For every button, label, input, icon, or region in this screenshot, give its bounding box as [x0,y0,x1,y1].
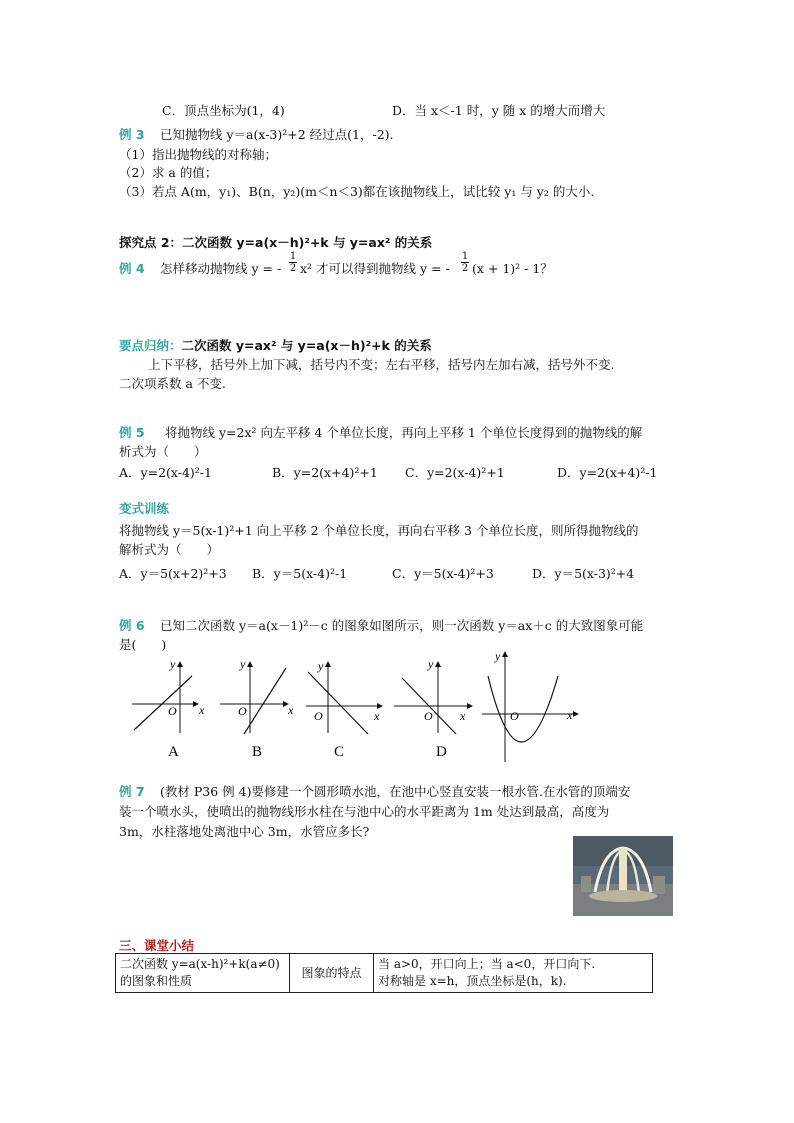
example-4-text-a: 怎样移动抛物线 y = - [160,261,282,276]
svg-text:O: O [238,704,247,718]
graph-label-d: D [436,744,447,760]
summary-heading: 三、课堂小结 [119,938,195,953]
example-5-option-b: B．y=2(x+4)²+1 [272,465,378,480]
summary-cell-description: 当 a>0，开口向上；当 a<0，开口向下. 对称轴是 x=h，顶点坐标是(h，k). [374,954,653,993]
svg-text:x: x [374,709,380,723]
example-6-label: 例 6 [119,618,145,633]
fraction-2: 1 2 [461,251,469,274]
svg-text:x: x [460,709,466,723]
svg-text:O: O [424,709,433,723]
graph-c [306,659,382,760]
svg-text:y: y [240,657,246,671]
example-5-text-2: 析式为（ ） [119,444,207,459]
svg-text:O: O [314,709,323,723]
example-6-text-2: 是( ) [119,637,167,652]
example-7-text-1: (教材 P36 例 4)要修建一个圆形喷水池，在池中心竖直安装一根水管.在水管的顶端安 [160,784,631,799]
example-6-graphs [120,648,590,766]
svg-text:y: y [170,657,176,671]
svg-text:O: O [168,704,177,718]
svg-text:x: x [199,703,205,717]
explore-point-2-heading: 探究点 2：二次函数 y=a(x－h)²+k 与 y=ax² 的关系 [119,235,433,250]
example-5-option-c: C．y=2(x-4)²+1 [405,465,505,480]
fraction-1: 1 2 [289,251,297,274]
summary-table [115,953,653,993]
keypoint-heading: 要点归纳：二次函数 y=ax² 与 y=a(x－h)²+k 的关系 [119,338,432,353]
graph-label-b: B [252,744,263,760]
variant-text-2: 解析式为（ ） [119,542,220,557]
parabola-graph [482,649,578,762]
example-4-text-b: x² 才可以得到抛物线 y = - [300,261,450,276]
example-3-label: 例 3 [119,127,145,142]
fountain-photo [573,836,673,916]
example-5-option-d: D．y=2(x+4)²-1 [557,465,658,480]
variant-option-c: C．y＝5(x-4)²+3 [392,566,494,581]
svg-text:y: y [428,657,434,671]
example-4-text-c: (x + 1)² - 1？ [472,261,553,276]
example-3-q2: （2）求 a 的值； [119,165,218,180]
example-5-text-1: 将抛物线 y=2x² 向左平移 4 个单位长度，再向上平移 1 个单位长度得到的抛物线的解 [165,425,643,440]
example-3-q1: （1）指出抛物线的对称轴； [119,147,277,162]
example-3-q3: （3）若点 A(m，y₁)、B(n，y₂)(m＜n＜3)都在该抛物线上，试比较 y₁ 与 y₂ 的大小. [119,184,595,199]
variant-option-d: D．y＝5(x-3)²+4 [532,566,635,581]
svg-text:x: x [567,708,573,722]
graph-d [394,657,472,760]
graph-label-a: A [168,744,179,760]
summary-cell-feature: 图象的特点 [290,954,374,993]
option-c: C．顶点坐标为(1，4) [162,103,285,118]
example-6-text-1: 已知二次函数 y＝a(x－1)²－c 的图象如图所示，则一次函数 y＝ax＋c 的大致图象可能 [160,618,644,633]
option-d: D．当 x＜-1 时，y 随 x 的增大而增大 [392,103,606,118]
graph-b [220,657,294,760]
svg-text:y: y [318,659,324,673]
variant-training-label: 变式训练 [119,501,170,516]
svg-text:x: x [288,703,294,717]
example-5-option-a: A．y=2(x-4)²-1 [119,465,212,480]
example-5-label: 例 5 [119,425,145,440]
svg-text:y: y [495,649,501,663]
example-7-label: 例 7 [119,784,145,799]
keypoint-line-2: 二次项系数 a 不变. [119,376,226,391]
example-4-label: 例 4 [119,261,145,276]
svg-text:O: O [510,709,519,723]
example-7-text-3: 3m，水柱落地处离池中心 3m，水管应多长? [119,824,370,839]
summary-cell-function: 二次函数 y=a(x-h)²+k(a≠0) 的图象和性质 [116,954,290,993]
graph-label-c: C [334,744,345,760]
example-7-text-2: 装一个喷水头，使喷出的抛物线形水柱在与池中心的水平距离为 1m 处达到最高，高度为 [119,804,610,819]
example-3-text: 已知抛物线 y＝a(x-3)²+2 经过点(1，-2). [160,127,394,142]
variant-text-1: 将抛物线 y＝5(x-1)²+1 向上平移 2 个单位长度，再向右平移 3 个单位长度，则所得抛物线的 [119,523,639,538]
graph-a [132,657,205,760]
variant-option-b: B．y＝5(x-4)²-1 [252,566,348,581]
variant-option-a: A．y＝5(x+2)²+3 [119,566,227,581]
keypoint-line-1: 上下平移，括号外上加下减，括号内不变；左右平移，括号内左加右减，括号外不变. [148,357,615,372]
